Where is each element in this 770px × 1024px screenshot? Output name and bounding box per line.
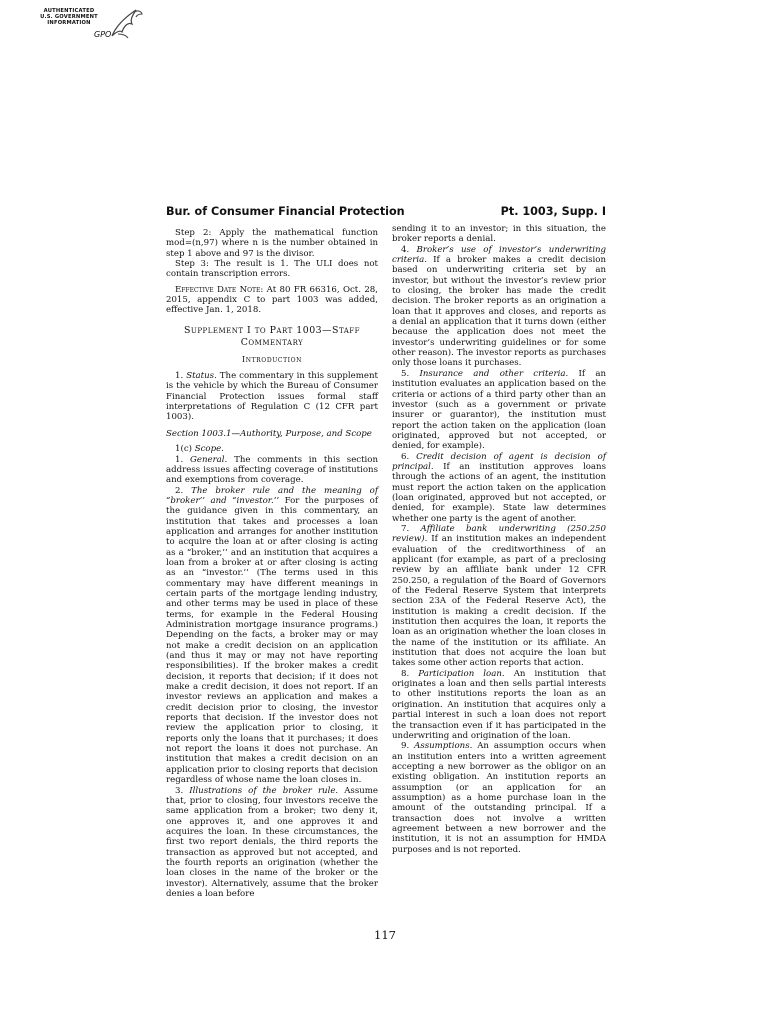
para-number: 2.: [175, 485, 192, 496]
affiliate-underwriting-text: If an institution makes an independent evaluation of the creditworthiness of an applicant (for example, as part of a preclosing review by an affiliate bank under 12 CFR 250.250, a regulation of the Board of Governors of the Federal Reserve System that interprets section 23A of the Federal Reserve Act), the institution is making a credit decision. If the institution then acquires the loan, it reports the loan as an origination whether the loan closes in the name of the institution or its affiliate. An institution that does not acquire the loan but takes some other action reports that action.: [392, 534, 606, 669]
affiliate-underwriting-paragraph: [392, 524, 606, 669]
step-2-paragraph: Step 2: Apply the mathematical function mod=(n,97) where n is the number obtained in step 1 above and 97 is the divisor.: [166, 228, 378, 259]
affiliate-underwriting-label: Affiliate bank underwriting (250.250 review).: [392, 523, 606, 545]
insurance-criteria-text: If an institution evaluates an application based on the criteria or actions of a third party other than an investor (such as a government or private insurer or guarantor), the institution must report the action taken on the application (loan originated, approved but not accepted, or denied, for example).: [392, 368, 606, 452]
participation-loan-paragraph: [392, 669, 606, 741]
effective-date-text: At 80 FR 66316, Oct. 28, 2015, appendix C to part 1003 was added, effective Jan. 1, 2018.: [166, 284, 378, 316]
para-number: 6.: [401, 451, 417, 462]
status-label: Status.: [186, 371, 217, 382]
introduction-heading: Introduction: [241, 354, 303, 364]
agent-decision-label: Credit decision of agent is decision of principal.: [392, 451, 606, 472]
participation-loan-label: Participation loan.: [418, 668, 505, 679]
para-number: 7.: [401, 523, 421, 534]
participation-loan-text: An institution that originates a loan and then sells partial interests to other institutions reports the loan as an origination. An institution that acquires only a partial interest in such a loan does not report the transaction even if it has participated in the underwriting and origination of the loan.: [392, 668, 606, 741]
scope-label: Scope.: [194, 444, 224, 455]
assumptions-label: Assumptions.: [414, 741, 473, 752]
broker-underwriting-label: Broker’s use of investor’s underwriting criteria.: [392, 244, 606, 266]
illustrations-text: Assume that, prior to closing, four investors receive the same application from a broker; two deny it, one approves it, and one approves it and acquires the loan. In these circumstances, the first two report denials, the third reports the transaction as approved but not accepted, and the fourth reports an origination (whether the loan closes in the name of the broker or the investor). Alternatively, assume that the broker denies a loan before: [166, 785, 379, 899]
part-reference: Pt. 1003, Supp. I: [500, 205, 606, 218]
effective-date-note: [166, 285, 378, 316]
para-number: 3.: [175, 785, 190, 796]
eagle-icon: [106, 4, 146, 44]
broker-rule-paragraph: [166, 486, 378, 786]
continuation-paragraph: sending it to an investor; in this situation, the broker reports a denial.: [392, 224, 606, 245]
insurance-criteria-label: Insurance and other criteria.: [419, 368, 569, 379]
right-column: [392, 224, 606, 855]
auth-line-3: INFORMATION: [47, 20, 91, 26]
general-paragraph: [166, 455, 378, 486]
auth-line-1: AUTHENTICATED: [43, 8, 95, 14]
agent-decision-text: If an institution approves loans through the actions of an agent, the institution must report the action taken on the application (loan originated, approved but not accepted, or denied, for example). State law determines whether one party is the agent of another.: [392, 461, 606, 524]
broker-rule-text: For the purposes of the guidance given in this commentary, an institution that takes and processes a loan application and arranges for another institution to acquire the loan at or after closing is acting as a “broker,’’ and an institution that acquires a loan from a broker at or after closing is acting as an “investor.’’ (The terms used in this commentary may have different meanings in certain parts of the mortgage lending industry, and other terms may be used in place of these terms, for example in the Federal Housing Administration mortgage insurance programs.) Depending on the facts, a broker may or may not make a credit decision on an application (and thus it may or may not have reporting responsibilities). If the broker makes a credit decision, it reports that decision; if it does not make a credit decision, it does not report. If an investor reviews an application and makes a credit decision prior to closing, the investor reports that decision. If the investor does not review the application prior to closing, it reports only the loans that it purchases; it does not report the loans it does not purchase. An institution that makes a credit decision on an application prior to closing reports that decision regardless of whose name the loan closes in.: [166, 495, 378, 786]
supplement-title: Supplement I to Part 1003—Staff Commentary: [184, 324, 360, 348]
status-paragraph: [166, 371, 378, 423]
status-text: The commentary in this supplement is the vehicle by which the Bureau of Consumer Financial Protection issues formal staff interpretations of Regulation C (12 CFR part 1003).: [166, 371, 378, 423]
page-number: 117: [374, 928, 396, 942]
broker-underwriting-text: If a broker makes a credit decision based on underwriting criteria set by an investor, but without the investor’s review prior to closing, the broker has made the credit decision. The broker reports as an origination a loan that it approves and closes, and reports as a denial an application that it turns down (either because the application does not meet the investor’s underwriting guidelines or for some other reason). The investor reports as purchases only those loans it purchases.: [392, 255, 606, 369]
assumptions-text: An assumption occurs when an institution enters into a written agreement accepting a new borrower as the obligor on an existing obligation. An institution reports an assumption (or an application for an assumption) as a home purchase loan in the amount of the outstanding principal. If a transaction does not involve a written agreement between a new borrower and the institution, it is not an assumption for HMDA purposes and is not reported.: [392, 741, 606, 855]
para-number: 1(c): [175, 444, 195, 455]
gpo-authentication-seal: [28, 4, 148, 46]
agency-title: Bur. of Consumer Financial Protection: [166, 205, 405, 218]
para-number: 8.: [401, 668, 419, 679]
running-head: [166, 205, 606, 219]
illustrations-label: Illustrations of the broker rule.: [189, 785, 339, 796]
gpo-label: GPO: [94, 30, 112, 39]
assumptions-paragraph: [392, 741, 606, 855]
left-column: [166, 228, 378, 899]
illustrations-paragraph: [166, 786, 378, 900]
para-number: 9.: [401, 741, 415, 752]
para-number: 4.: [401, 244, 417, 255]
broker-underwriting-paragraph: [392, 245, 606, 369]
general-text: The comments in this section address issues affecting coverage of institutions and exemptions from coverage.: [166, 454, 378, 486]
section-heading: Section 1003.1—Authority, Purpose, and Scope: [166, 428, 372, 439]
effective-date-label: Effective Date Note:: [175, 284, 264, 295]
auth-line-2: U.S. GOVERNMENT: [40, 14, 98, 20]
broker-rule-label: The broker rule and the meaning of “broker’’ and “investor.’’: [166, 485, 379, 506]
insurance-criteria-paragraph: [392, 369, 606, 452]
para-number: 1.: [175, 454, 190, 465]
step-3-paragraph: Step 3: The result is 1. The ULI does not contain transcription errors.: [166, 259, 378, 280]
authentication-text: [32, 8, 106, 26]
scope-heading: [166, 444, 378, 454]
para-number: 1.: [175, 371, 187, 382]
para-number: 5.: [401, 368, 420, 379]
general-label: General.: [190, 454, 228, 465]
agent-decision-paragraph: [392, 452, 606, 524]
